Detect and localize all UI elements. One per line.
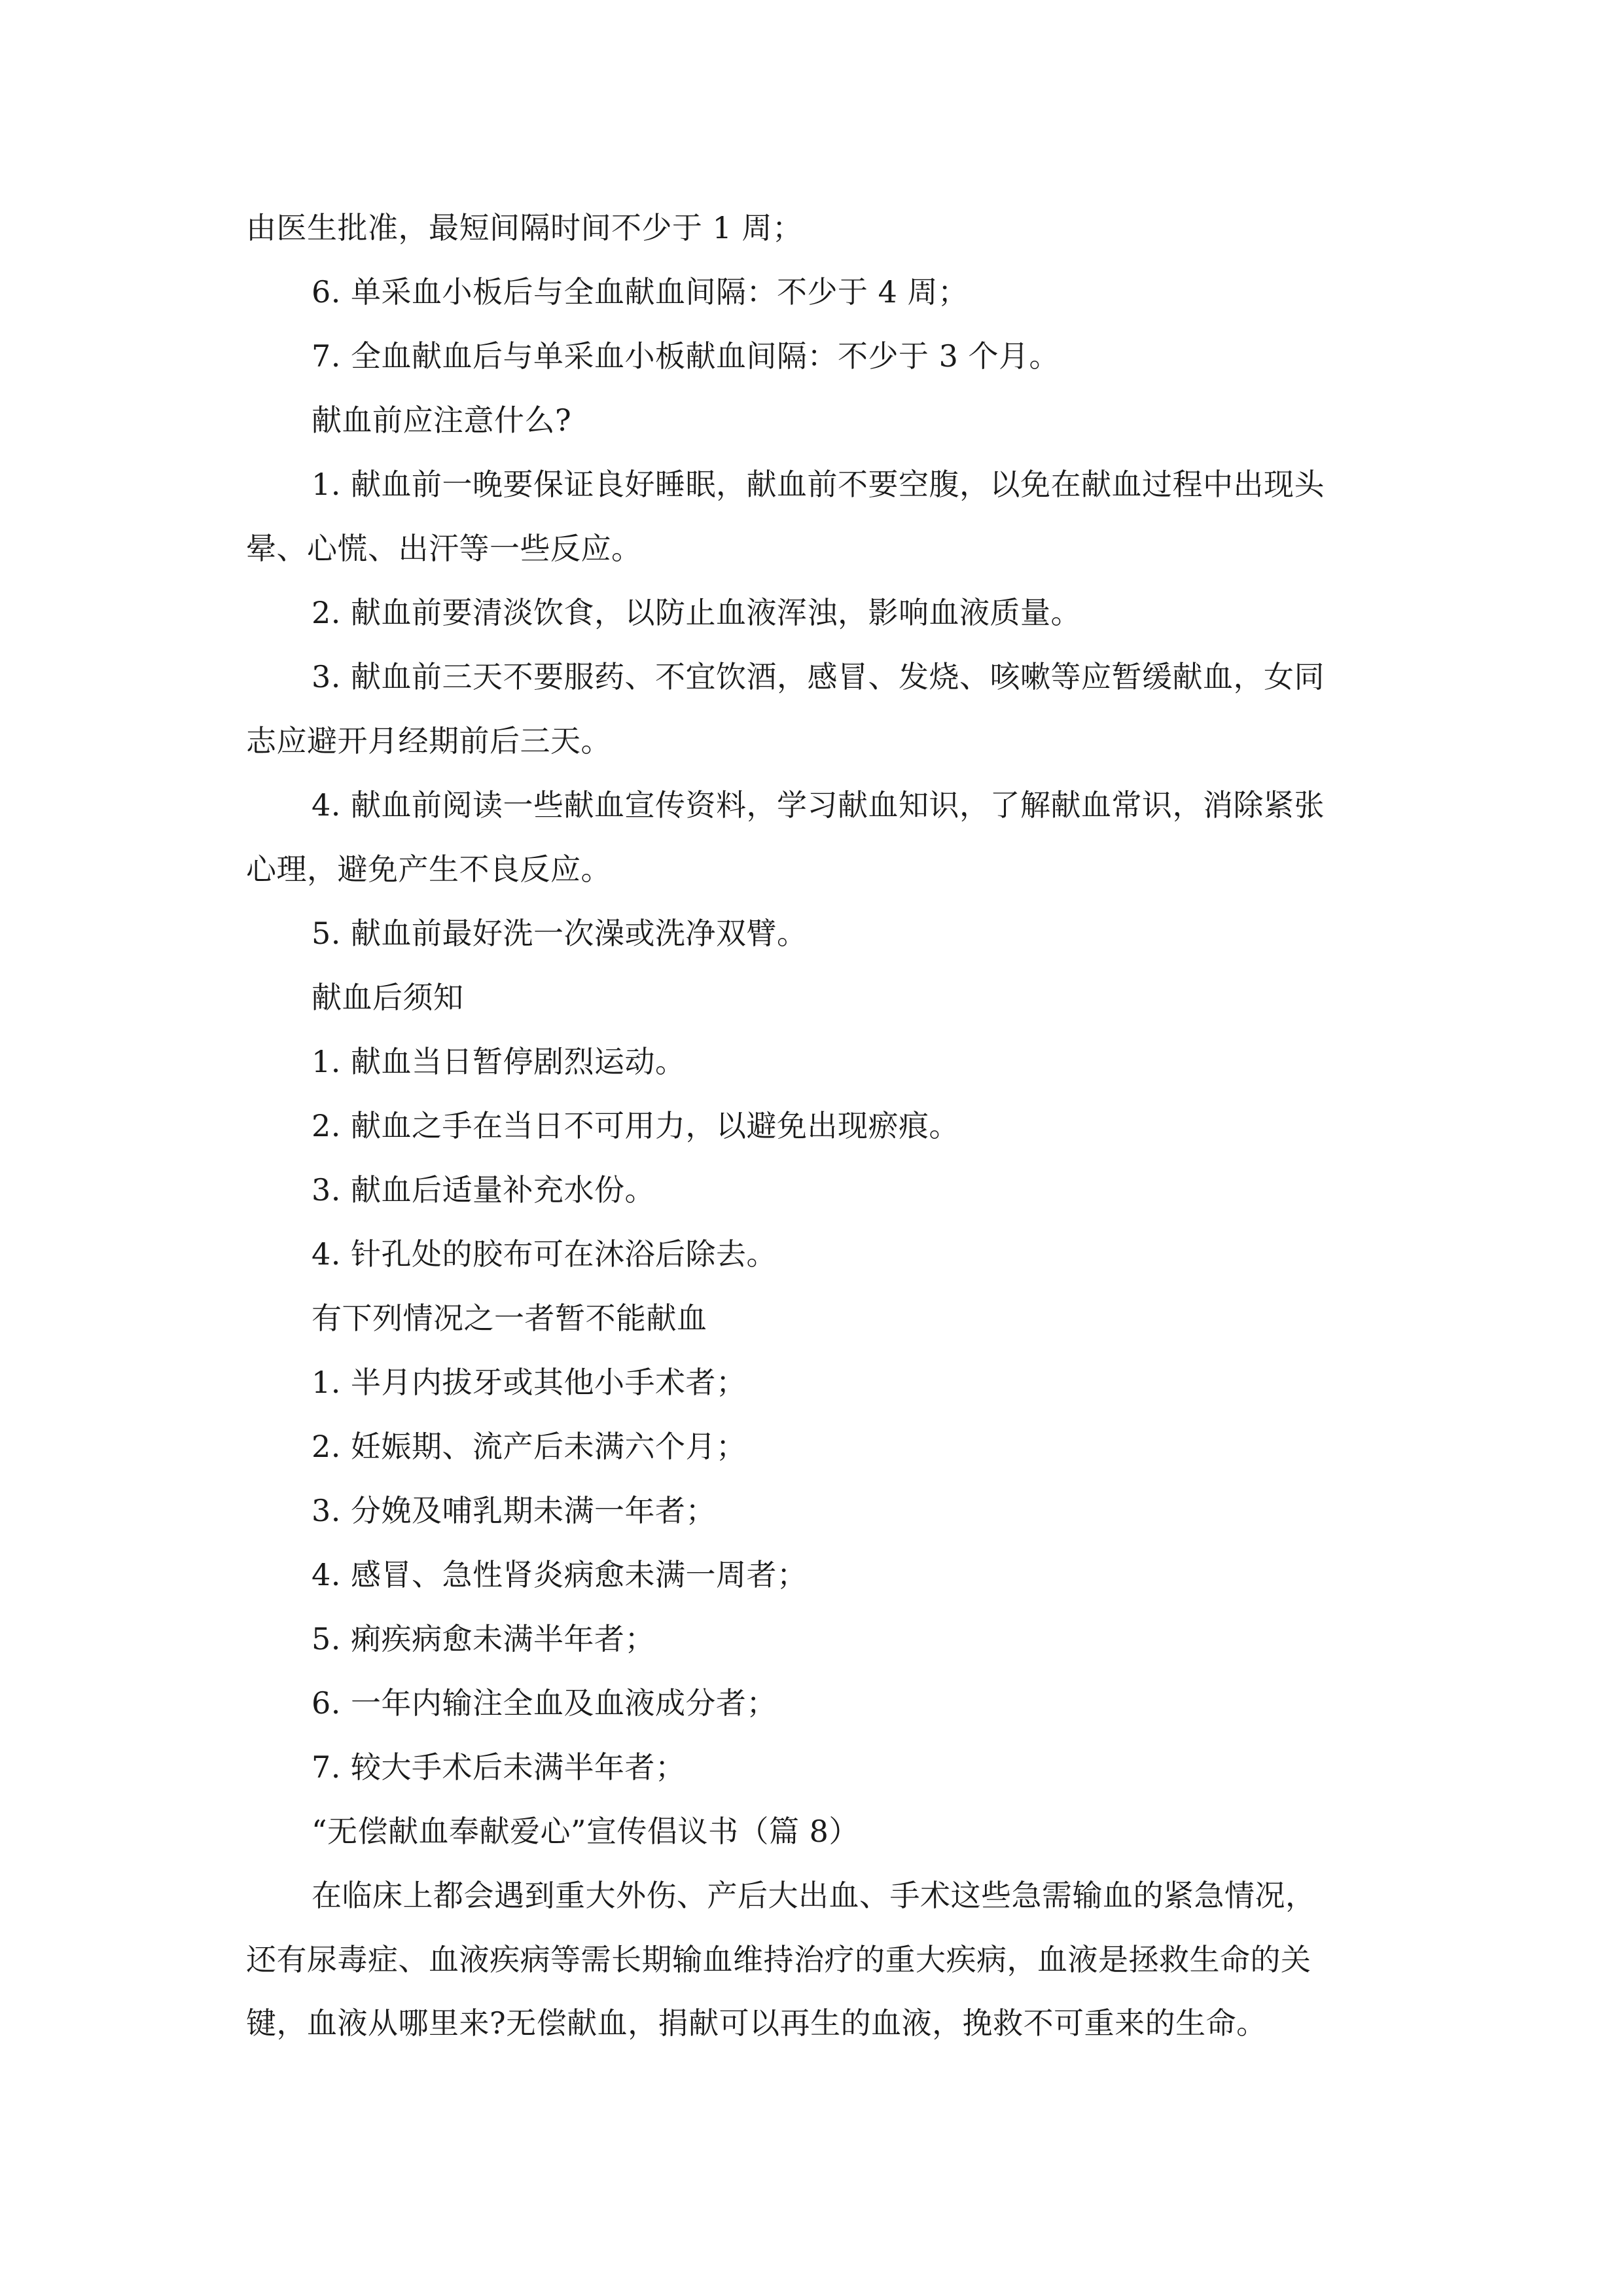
- paragraph-item: [246, 1223, 1404, 1287]
- title-text: “无偿献血奉献爱心”宣传倡议书（篇 8）: [312, 1814, 859, 1849]
- paragraph-item: [246, 581, 1404, 645]
- body-paragraph: [246, 1864, 1404, 2056]
- text-line: 6. 一年内输注全血及血液成分者；: [312, 1685, 777, 1721]
- text-line: 3. 献血前三天不要服药、不宜饮酒，感冒、发烧、咳嗽等应暂缓献血，女同: [312, 659, 1325, 694]
- text-line: 2. 献血前要清淡饮食，以防止血液浑浊，影响血液质量。: [312, 595, 1082, 630]
- text-line: 还有尿毒症、血液疾病等需长期输血维持治疗的重大疾病，血液是拯救生命的关: [246, 1941, 1311, 1977]
- section-heading: [246, 966, 1404, 1030]
- text-line: 6. 单采血小板后与全血献血间隔：不少于 4 周；: [312, 274, 969, 310]
- paragraph-item: [246, 1736, 1404, 1800]
- text-line: 晕、心慌、出汗等一些反应。: [246, 530, 642, 566]
- text-line: 由医生批准，最短间隔时间不少于 1 周；: [246, 210, 803, 245]
- paragraph-item: [246, 902, 1404, 966]
- paragraph-item: [246, 1030, 1404, 1094]
- paragraph-item: [246, 260, 1404, 325]
- paragraph-item: [246, 1094, 1404, 1158]
- text-line: 4. 针孔处的胶布可在沐浴后除去。: [312, 1236, 777, 1272]
- paragraph-item: [246, 1351, 1404, 1415]
- paragraph-item: [246, 1415, 1404, 1479]
- text-line: 5. 痢疾病愈未满半年者；: [312, 1621, 656, 1657]
- text-line: 1. 半月内拔牙或其他小手术者；: [312, 1365, 747, 1400]
- text-line: 4. 献血前阅读一些献血宣传资料，学习献血知识，了解献血常识，消除紧张: [312, 787, 1325, 823]
- paragraph-item: [246, 1607, 1404, 1672]
- text-line: 5. 献血前最好洗一次澡或洗净双臂。: [312, 916, 808, 951]
- paragraph-item: [246, 774, 1404, 901]
- text-line: 3. 分娩及哺乳期未满一年者；: [312, 1493, 717, 1528]
- text-line: 3. 献血后适量补充水份。: [312, 1172, 656, 1208]
- text-line: 7. 全血献血后与单采血小板献血间隔：不少于 3 个月。: [312, 338, 1060, 374]
- text-line: 4. 感冒、急性肾炎病愈未满一周者；: [312, 1557, 808, 1592]
- article-title: [246, 1800, 1404, 1864]
- paragraph-item: [246, 1158, 1404, 1223]
- heading-text: 献血后须知: [312, 980, 464, 1015]
- heading-text: 献血前应注意什么?: [312, 403, 572, 438]
- text-line: 1. 献血前一晚要保证良好睡眠，献血前不要空腹，以免在献血过程中出现头: [312, 467, 1325, 502]
- section-heading: [246, 1287, 1404, 1351]
- text-line: 2. 献血之手在当日不可用力，以避免出现瘀痕。: [312, 1108, 960, 1143]
- section-heading: [246, 389, 1404, 453]
- paragraph-continuation: [246, 196, 1404, 260]
- text-line: 在临床上都会遇到重大外伤、产后大出血、手术这些急需输血的紧急情况，: [312, 1878, 1316, 1913]
- text-line: 7. 较大手术后未满半年者；: [312, 1749, 686, 1785]
- paragraph-item: [246, 453, 1404, 581]
- heading-text: 有下列情况之一者暂不能献血: [312, 1300, 707, 1336]
- paragraph-item: [246, 1672, 1404, 1736]
- text-line: 心理，避免产生不良反应。: [246, 851, 611, 887]
- paragraph-item: [246, 1479, 1404, 1543]
- text-line: 志应避开月经期前后三天。: [246, 723, 611, 759]
- paragraph-item: [246, 645, 1404, 773]
- text-line: 键，血液从哪里来?无偿献血，捐献可以再生的血液，挽救不可重来的生命。: [246, 2005, 1267, 2041]
- paragraph-item: [246, 325, 1404, 389]
- paragraph-item: [246, 1543, 1404, 1607]
- text-line: 1. 献血当日暂停剧烈运动。: [312, 1044, 686, 1079]
- text-line: 2. 妊娠期、流产后未满六个月；: [312, 1429, 747, 1464]
